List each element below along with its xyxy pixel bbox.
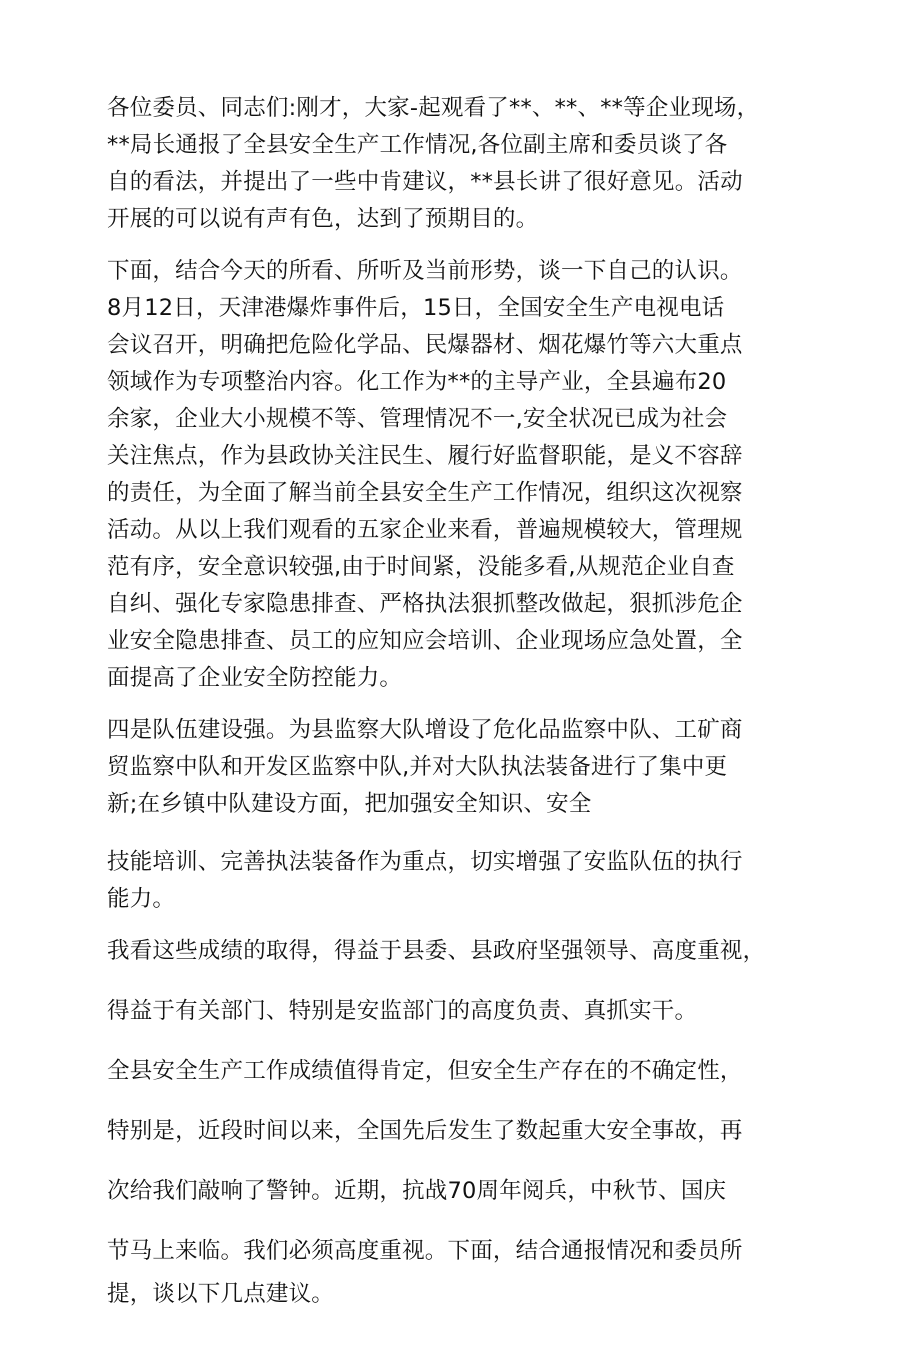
text-line: 特别是，近段时间以来，全国先后发生了数起重大安全事故，再 xyxy=(107,1118,743,1144)
text-line: 全县安全生产工作成绩值得肯定，但安全生产存在的不确定性， xyxy=(107,1058,743,1084)
text-line: 范有序，安全意识较强,由于时间紧，没能多看,从规范企业自查 xyxy=(107,554,735,580)
text-line: 活动。从以上我们观看的五家企业来看，普遍规模较大，管理规 xyxy=(107,517,743,543)
text-line: 节马上来临。我们必须高度重视。下面，结合通报情况和委员所 xyxy=(107,1238,743,1264)
text-line: 的责任，为全面了解当前全县安全生产工作情况，组织这次视察 xyxy=(107,480,743,506)
text-line: 面提高了企业安全防控能力。 xyxy=(107,665,403,691)
text-line: 业安全隐患排查、员工的应知应会培训、企业现场应急处置，全 xyxy=(107,628,743,654)
text-line: 技能培训、完善执法装备作为重点，切实增强了安监队伍的执行 xyxy=(107,849,743,875)
text-line: **局长通报了全县安全生产工作情况,各位副主席和委员谈了各 xyxy=(107,132,728,158)
text-line: 余家，企业大小规模不等、管理情况不一,安全状况已成为社会 xyxy=(107,406,728,432)
text-line: 关注焦点，作为县政协关注民生、履行好监督职能，是义不容辞 xyxy=(107,443,743,469)
text-line: 能力。 xyxy=(107,886,176,912)
text-line: 下面，结合今天的所看、所听及当前形势，谈一下自己的认识。 xyxy=(107,258,743,284)
text-line: 贸监察中队和开发区监察中队,并对大队执法装备进行了集中更 xyxy=(107,754,728,780)
text-line: 自的看法，并提出了一些中肯建议，**县长讲了很好意见。活动 xyxy=(107,169,743,195)
text-line: 自纠、强化专家隐患排查、严格执法狠抓整改做起，狠抓涉危企 xyxy=(107,591,743,617)
text-line: 四是队伍建设强。为县监察大队增设了危化品监察中队、工矿商 xyxy=(107,717,743,743)
text-line: 领域作为专项整治内容。化工作为**的主导产业，全县遍布20 xyxy=(107,369,727,395)
text-line: 次给我们敲响了警钟。近期，抗战70周年阅兵，中秋节、国庆 xyxy=(107,1178,727,1204)
text-line: 各位委员、同志们:刚才，大家-起观看了**、**、**等企业现场， xyxy=(107,95,760,121)
text-line: 提，谈以下几点建议。 xyxy=(107,1281,335,1307)
text-line: 开展的可以说有声有色，达到了预期目的。 xyxy=(107,206,539,232)
text-line: 得益于有关部门、特别是安监部门的高度负责、真抓实干。 xyxy=(107,998,698,1024)
text-line: 8月12日，天津港爆炸事件后，15日，全国安全生产电视电话 xyxy=(107,295,725,321)
text-line: 会议召开，明确把危险化学品、民爆器材、烟花爆竹等六大重点 xyxy=(107,332,743,358)
text-line: 我看这些成绩的取得，得益于县委、县政府坚强领导、高度重视， xyxy=(107,938,766,964)
text-line: 新;在乡镇中队建设方面，把加强安全知识、安全 xyxy=(107,791,592,817)
